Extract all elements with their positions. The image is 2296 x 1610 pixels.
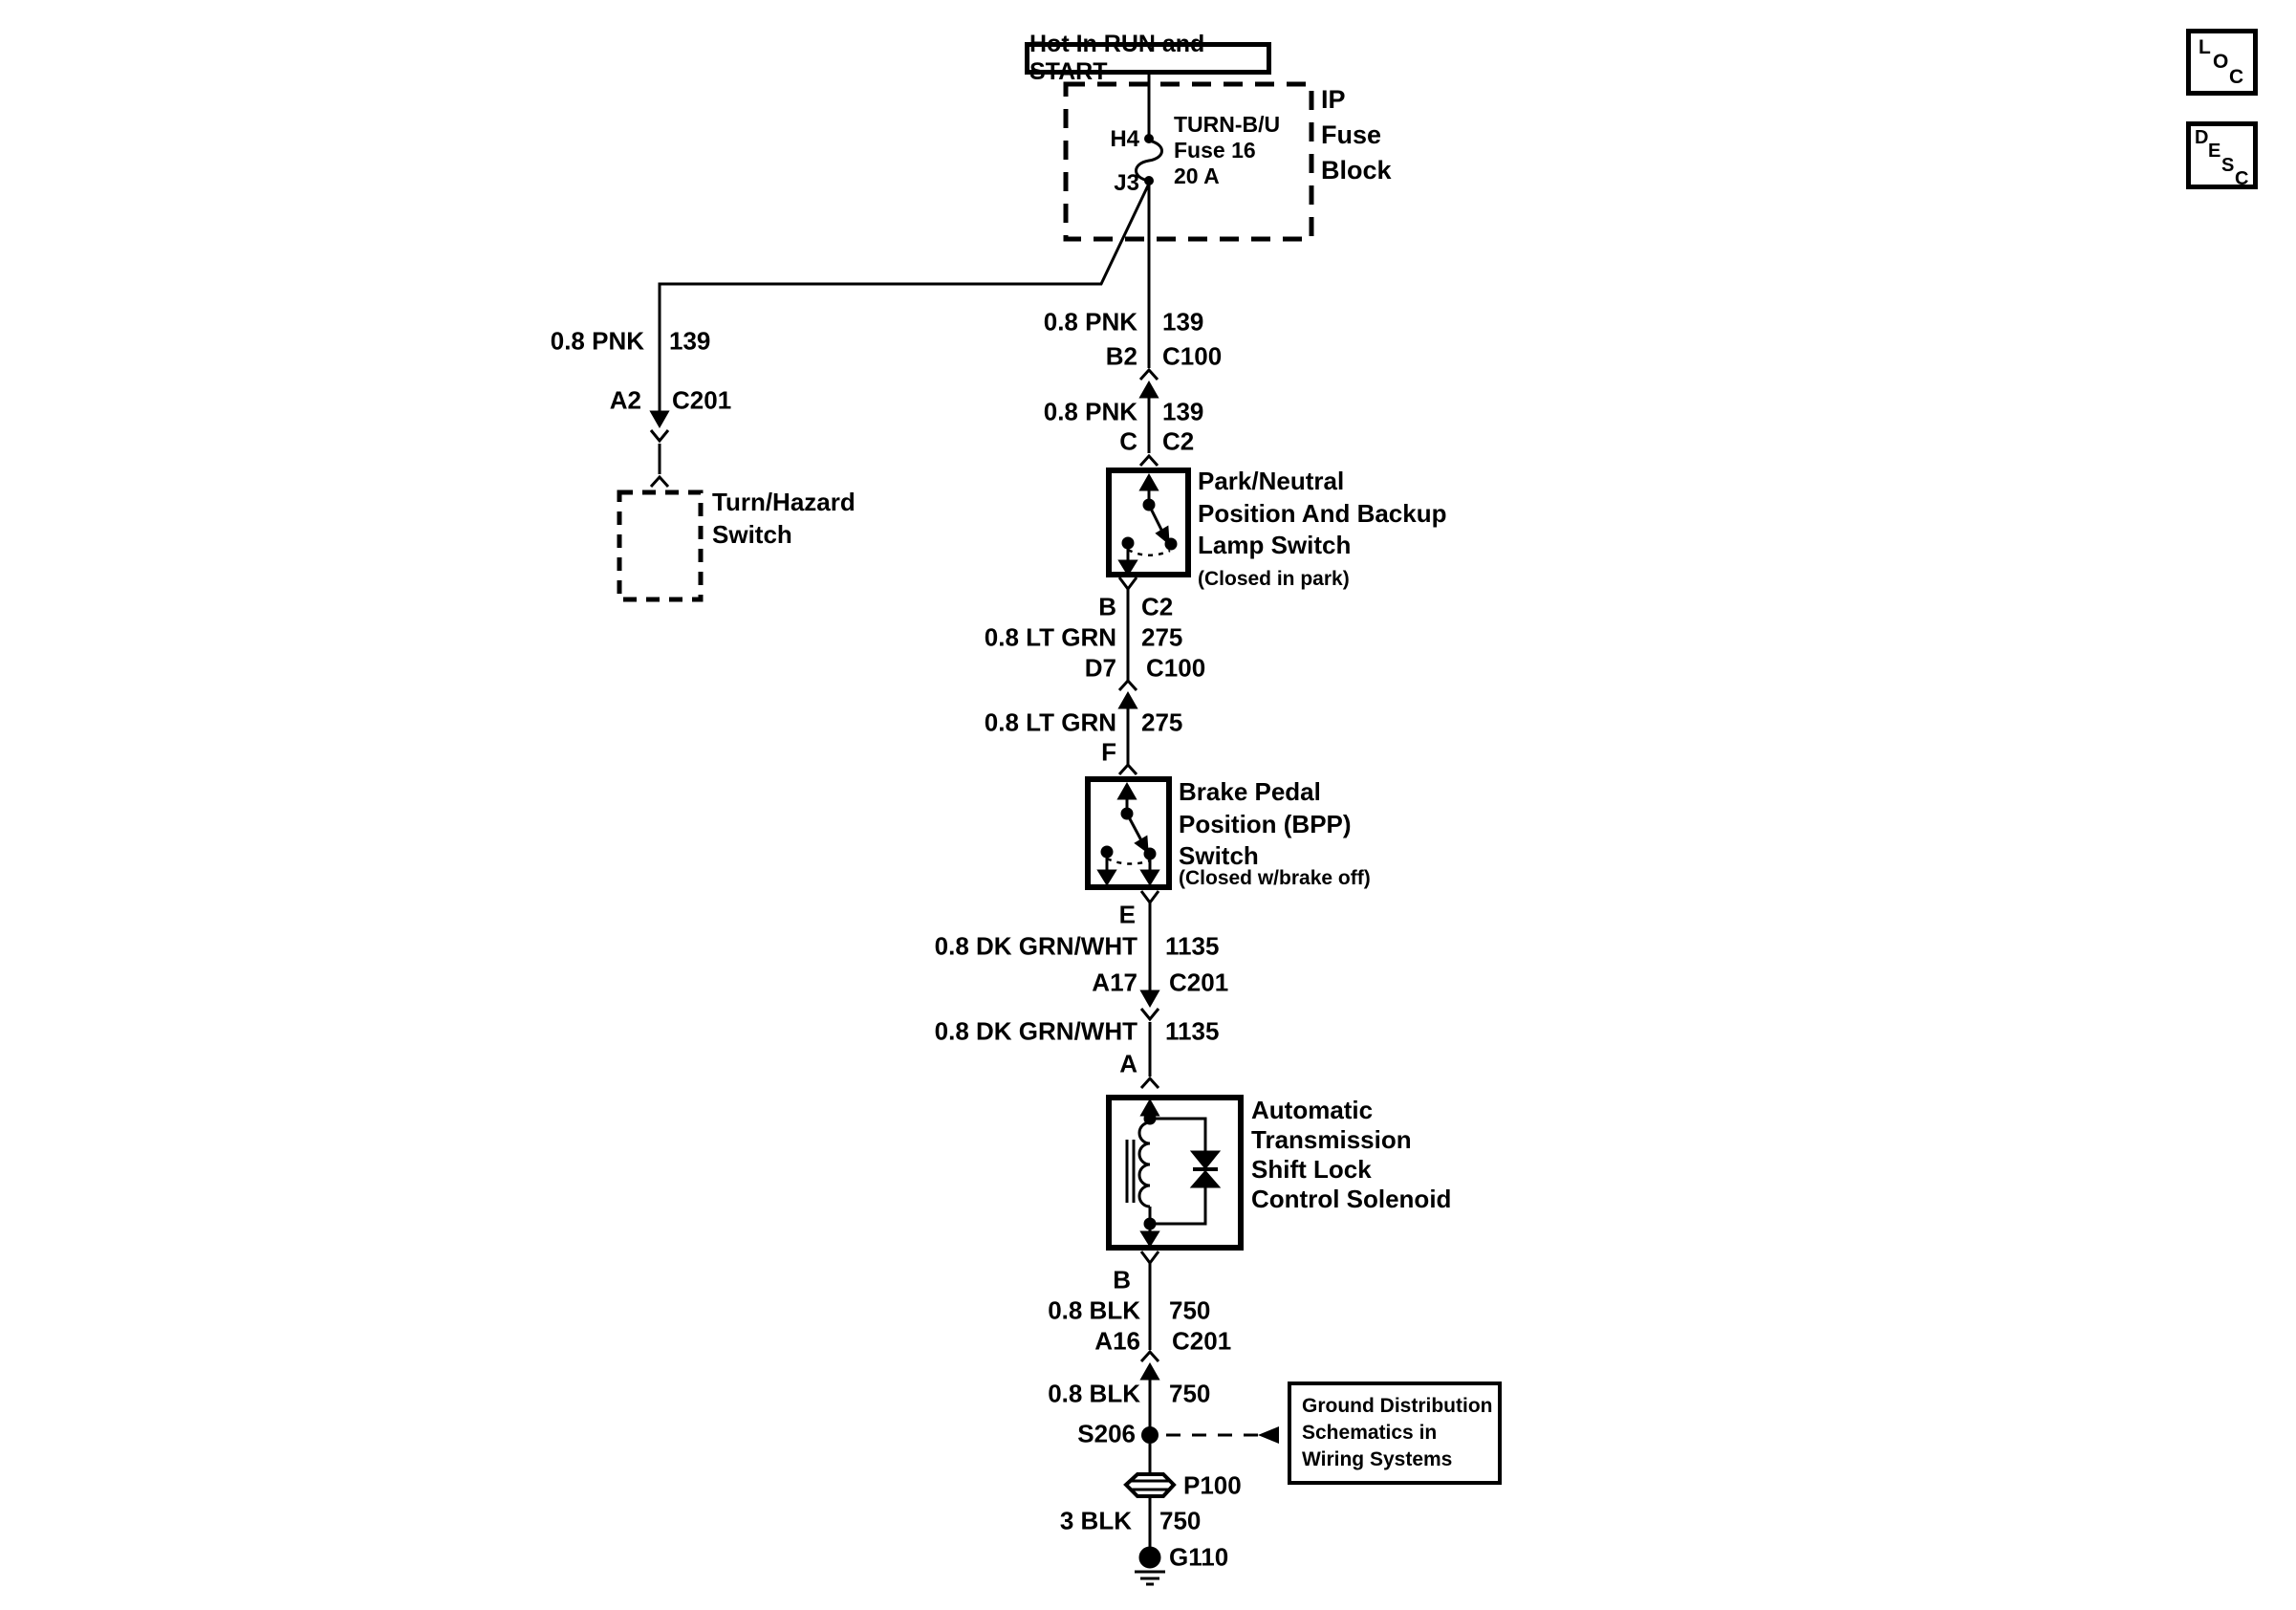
connector-id-label: C201 <box>1172 1326 1232 1356</box>
solenoid-label-line: Shift Lock <box>1251 1155 1372 1184</box>
bpp-switch-label <box>1179 776 1352 873</box>
wire-gauge-label: 0.8 LT GRN <box>984 622 1116 652</box>
ground-distribution-reference-box <box>1288 1382 1502 1485</box>
desc-button-letter: S <box>2221 155 2235 176</box>
wire-circuit-label: 750 <box>1159 1506 1202 1535</box>
pnp-switch-label-line: Park/Neutral <box>1198 467 1345 495</box>
desc-button-letter: E <box>2208 141 2221 162</box>
splice-label: S206 <box>1077 1419 1136 1448</box>
branch-wire-to-turn-hazard <box>660 184 1149 412</box>
ground-reference-line: Wiring Systems <box>1302 1448 1453 1470</box>
grommet-p100-symbol <box>1126 1474 1174 1496</box>
connector-c201-a17-symbol <box>1141 991 1159 1088</box>
fuse-name: TURN-B/U <box>1174 112 1281 137</box>
fuse-number: Fuse 16 <box>1174 138 1256 163</box>
splice-s206-dot <box>1141 1426 1159 1444</box>
hot-in-run-banner <box>1025 31 1271 85</box>
pin-label: E <box>1118 900 1136 929</box>
connector-c201-a2-symbol <box>651 412 668 487</box>
turn-hazard-switch-label-line: Turn/Hazard <box>712 488 856 516</box>
connector-pin-label: A16 <box>1094 1326 1140 1356</box>
wire-gauge-label: 0.8 PNK <box>1043 397 1137 426</box>
pin-label: C <box>1119 426 1137 456</box>
loc-button-letter: L <box>2199 36 2211 58</box>
wire-circuit-label: 275 <box>1141 622 1183 652</box>
connector-id-label: C201 <box>1169 968 1229 997</box>
coil-symbol <box>1139 1122 1150 1207</box>
turn-hazard-switch-label-line: Switch <box>712 519 792 549</box>
wire-circuit-label: 750 <box>1169 1295 1211 1325</box>
connector-pin-label: D7 <box>1084 653 1116 683</box>
pnp-switch-symbol <box>1120 476 1176 574</box>
bpp-switch-symbol <box>1099 785 1158 883</box>
fuse-feed-wire <box>660 74 1162 412</box>
wire-gauge-label: 0.8 DK GRN/WHT <box>934 931 1137 961</box>
connector-c201-a16-symbol <box>1141 1352 1159 1428</box>
solenoid-symbol <box>1127 1101 1218 1245</box>
wire-circuit-label: 139 <box>669 326 711 356</box>
loc-button-letter: C <box>2229 66 2244 88</box>
pin-label: B <box>1098 592 1116 621</box>
desc-button-letter: D <box>2195 127 2209 148</box>
connector-pin-label: A2 <box>609 385 641 415</box>
wire-gauge-label: 0.8 PNK <box>550 326 644 356</box>
ground-g110-symbol <box>1135 1548 1165 1584</box>
fuse-rating: 20 A <box>1174 163 1220 188</box>
wire-circuit-label: 750 <box>1169 1379 1211 1408</box>
bpp-switch-label-line: Position (BPP) <box>1179 809 1352 838</box>
solenoid-label-line: Automatic <box>1251 1096 1374 1124</box>
pin-j3-label: J3 <box>1114 170 1139 196</box>
connector-pin-label: B2 <box>1105 341 1137 371</box>
wire-circuit-label: 1135 <box>1165 931 1220 961</box>
wire-gauge-label: 0.8 BLK <box>1048 1379 1140 1408</box>
ground-reference-line: Schematics in <box>1302 1422 1438 1444</box>
desc-button-letter: C <box>2235 168 2249 189</box>
wire-circuit-label: 275 <box>1141 707 1183 737</box>
pin-label: F <box>1101 737 1116 767</box>
ground-label: G110 <box>1169 1542 1229 1572</box>
terminal-h4-dot <box>1144 134 1154 143</box>
wire-circuit-label: 1135 <box>1165 1016 1220 1046</box>
wire-gauge-label: 3 BLK <box>1059 1506 1132 1535</box>
connector-c100-d7-symbol <box>1119 681 1137 774</box>
bpp-switch-note: (Closed w/brake off) <box>1179 867 1371 889</box>
connector-id-label: C2 <box>1141 592 1174 621</box>
pin-label: A <box>1119 1049 1137 1078</box>
connector-id-label: C2 <box>1162 426 1195 456</box>
pin-label: B <box>1113 1265 1131 1295</box>
bpp-switch-label-line: Brake Pedal <box>1179 777 1321 806</box>
diode-symbol <box>1193 1152 1218 1167</box>
desc-button[interactable] <box>2186 121 2258 189</box>
ip-fuse-block-label <box>1321 82 1392 188</box>
ground-reference-line: Ground Distribution <box>1302 1395 1493 1417</box>
bpp-out-pin-connector <box>1141 891 1159 991</box>
loc-button-letter: O <box>2213 51 2229 73</box>
wire-circuit-label: 139 <box>1162 397 1204 426</box>
pnp-switch-label <box>1198 466 1447 562</box>
connector-c100-b2-symbol <box>1140 370 1158 466</box>
pnp-switch-label-line: Lamp Switch <box>1198 531 1352 559</box>
bpp-switch-label-line: Switch <box>1179 841 1259 870</box>
hot-in-run-banner-text: Hot In RUN and START <box>1029 31 1205 85</box>
connector-pin-label: A17 <box>1092 968 1137 997</box>
pnp-switch-note: (Closed in park) <box>1198 568 1350 590</box>
solenoid-label-line: Control Solenoid <box>1251 1185 1452 1213</box>
wire-gauge-label: 0.8 LT GRN <box>984 707 1116 737</box>
ground-reference-arrow <box>1166 1426 1279 1444</box>
connector-id-label: C100 <box>1162 341 1223 371</box>
connector-id-label: C201 <box>672 385 732 415</box>
pin-h4-label: H4 <box>1110 126 1139 152</box>
connector-id-label: C100 <box>1146 653 1206 683</box>
wire-circuit-label: 139 <box>1162 307 1204 337</box>
fuse-element-symbol <box>1137 141 1162 181</box>
loc-button[interactable] <box>2186 29 2258 96</box>
ip-fuse-block-label-line: Block <box>1321 156 1392 185</box>
wire-gauge-label: 0.8 BLK <box>1048 1295 1140 1325</box>
solenoid-out-pin-connector <box>1141 1251 1159 1350</box>
ip-fuse-block-label-line: IP <box>1321 85 1346 114</box>
solenoid-label <box>1251 1096 1451 1214</box>
fuse-label <box>1174 112 1280 189</box>
terminal-j3-dot <box>1144 176 1154 185</box>
turn-hazard-switch-label <box>712 487 856 551</box>
solenoid-label-line: Transmission <box>1251 1125 1412 1154</box>
turn-hazard-switch-outline <box>619 492 701 599</box>
wire-gauge-label: 0.8 DK GRN/WHT <box>934 1016 1137 1046</box>
wire-gauge-label: 0.8 PNK <box>1043 307 1137 337</box>
pnp-out-pin-connector <box>1119 577 1137 681</box>
grommet-label: P100 <box>1183 1470 1242 1500</box>
diode-symbol <box>1193 1172 1218 1186</box>
pnp-switch-label-line: Position And Backup <box>1198 498 1447 528</box>
ip-fuse-block-label-line: Fuse <box>1321 120 1382 149</box>
